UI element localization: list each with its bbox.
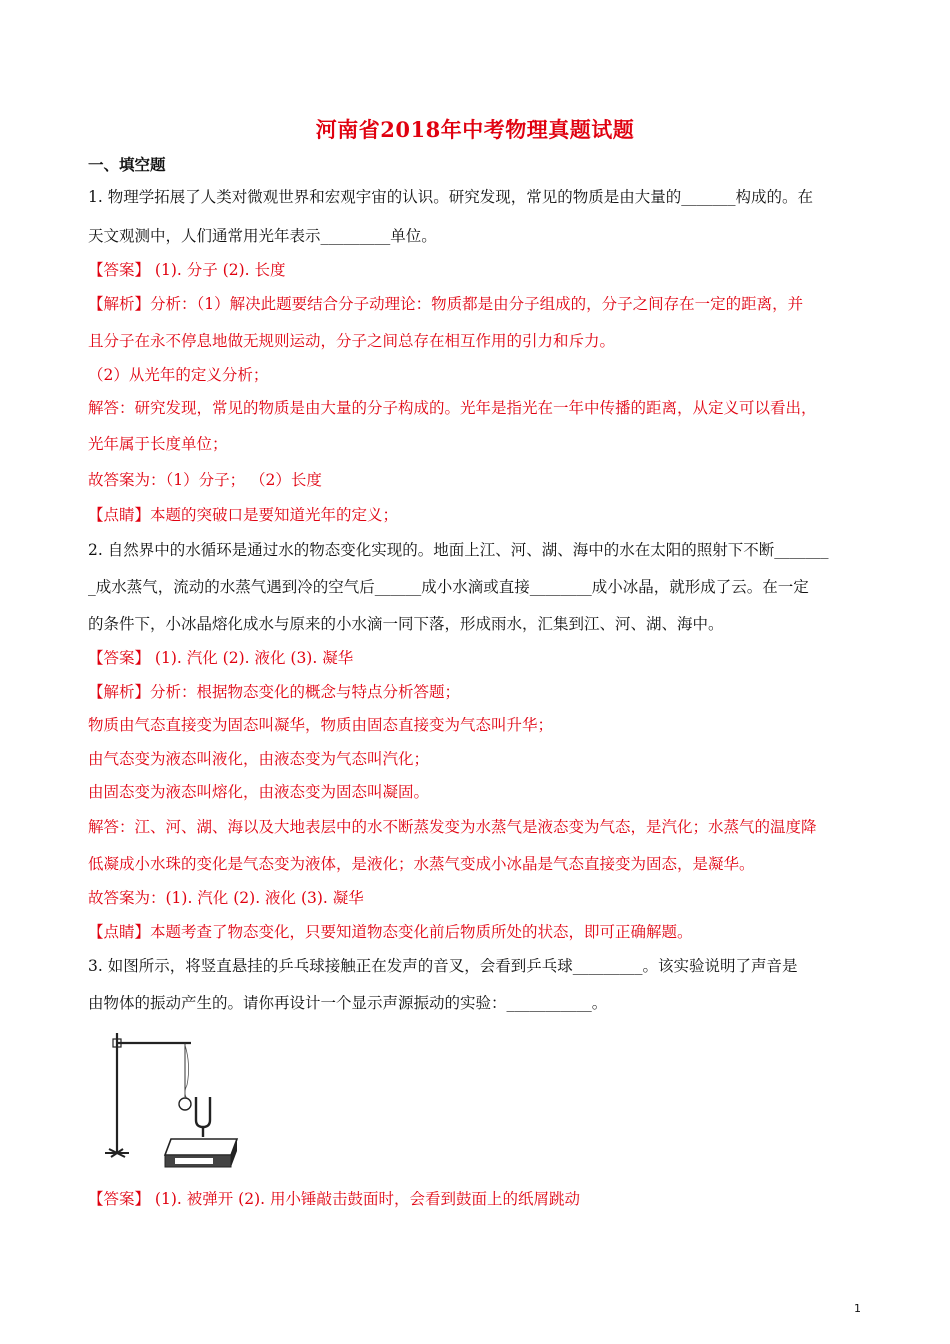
analysis-line: 【解析】分析：（1）解决此题要结合分子动理论：物质都是由分子组成的，分子之间存在一定的距离，并 — [88, 295, 804, 313]
page-title: 河南省2018年中考物理真题试题 — [315, 117, 635, 142]
answer-line: 【答案】 (1). 分子 (2). 长度 — [88, 261, 286, 279]
answer-line: 【答案】 (1). 被弹开 (2). 用小锤敲击鼓面时，会看到鼓面上的纸屑跳动 — [88, 1190, 580, 1208]
text-line: 3. 如图所示，将竖直悬挂的乒乓球接触正在发声的音叉，会看到乒乓球_________。该实验说明了声音是 — [88, 957, 798, 975]
resonance-box-hole — [175, 1158, 213, 1164]
analysis-line: 且分子在永不停息地做无规则运动，分子之间总存在相互作用的引力和斥力。 — [88, 332, 616, 350]
resonance-box-top — [165, 1139, 237, 1155]
analysis-line: 光年属于长度单位； — [88, 435, 228, 453]
page-number: 1 — [854, 1302, 861, 1315]
analysis-line: 低凝成小水珠的变化是气态变为液体，是液化；水蒸气变成小冰晶是气态直接变为固态，是凝华。 — [88, 855, 755, 873]
analysis-line: 物质由气态直接变为固态叫凝华，物质由固态直接变为气态叫升华； — [88, 716, 554, 734]
answer-line: 【答案】 (1). 汽化 (2). 液化 (3). 凝华 — [88, 649, 354, 667]
analysis-line: 【解析】分析：根据物态变化的概念与特点分析答题； — [88, 683, 461, 701]
string-wave — [185, 1045, 189, 1099]
analysis-line: 由固态变为液态叫熔化，由液态变为固态叫凝固。 — [88, 783, 430, 801]
analysis-line: 故答案为：（1）分子； （2）长度 — [88, 471, 322, 489]
comment-line: 【点睛】本题考查了物态变化，只要知道物态变化前后物质所处的状态，即可正确解题。 — [88, 923, 693, 941]
text-line: 2. 自然界中的水循环是通过水的物态变化实现的。地面上江、河、湖、海中的水在太阳的照射下不断_______ — [88, 541, 829, 559]
analysis-line: 故答案为：(1). 汽化 (2). 液化 (3). 凝华 — [88, 889, 364, 907]
text-line: 由物体的振动产生的。请你再设计一个显示声源振动的实验：___________。 — [88, 994, 608, 1012]
comment-line: 【点睛】本题的突破口是要知道光年的定义； — [88, 506, 399, 524]
ping-pong-ball — [179, 1098, 191, 1110]
text-line: _成水蒸气，流动的水蒸气遇到冷的空气后______成小水滴或直接________成小冰晶，就形成了云。在一定 — [88, 578, 809, 596]
analysis-line: 解答：江、河、湖、海以及大地表层中的水不断蒸发变为水蒸气是液态变为气态，是汽化；水蒸气的温度降 — [88, 818, 817, 836]
text-line: 天文观测中，人们通常用光年表示_________单位。 — [88, 227, 437, 245]
tuning-fork-figure — [95, 1025, 245, 1170]
analysis-line: 解答：研究发现，常见的物质是由大量的分子构成的。光年是指光在一年中传播的距离，从定义可以看出， — [88, 399, 817, 417]
text-line: 的条件下，小冰晶熔化成水与原来的小水滴一同下落，形成雨水，汇集到江、河、湖、海中。 — [88, 615, 724, 633]
text-line: 1. 物理学拓展了人类对微观世界和宏观宇宙的认识。研究发现，常见的物质是由大量的_______构成的。在 — [88, 188, 813, 206]
analysis-line: （2）从光年的定义分析； — [88, 366, 269, 384]
analysis-line: 由气态变为液态叫液化，由液态变为气态叫汽化； — [88, 750, 430, 768]
tuning-fork — [196, 1097, 210, 1127]
section-heading: 一、填空题 — [88, 155, 166, 174]
